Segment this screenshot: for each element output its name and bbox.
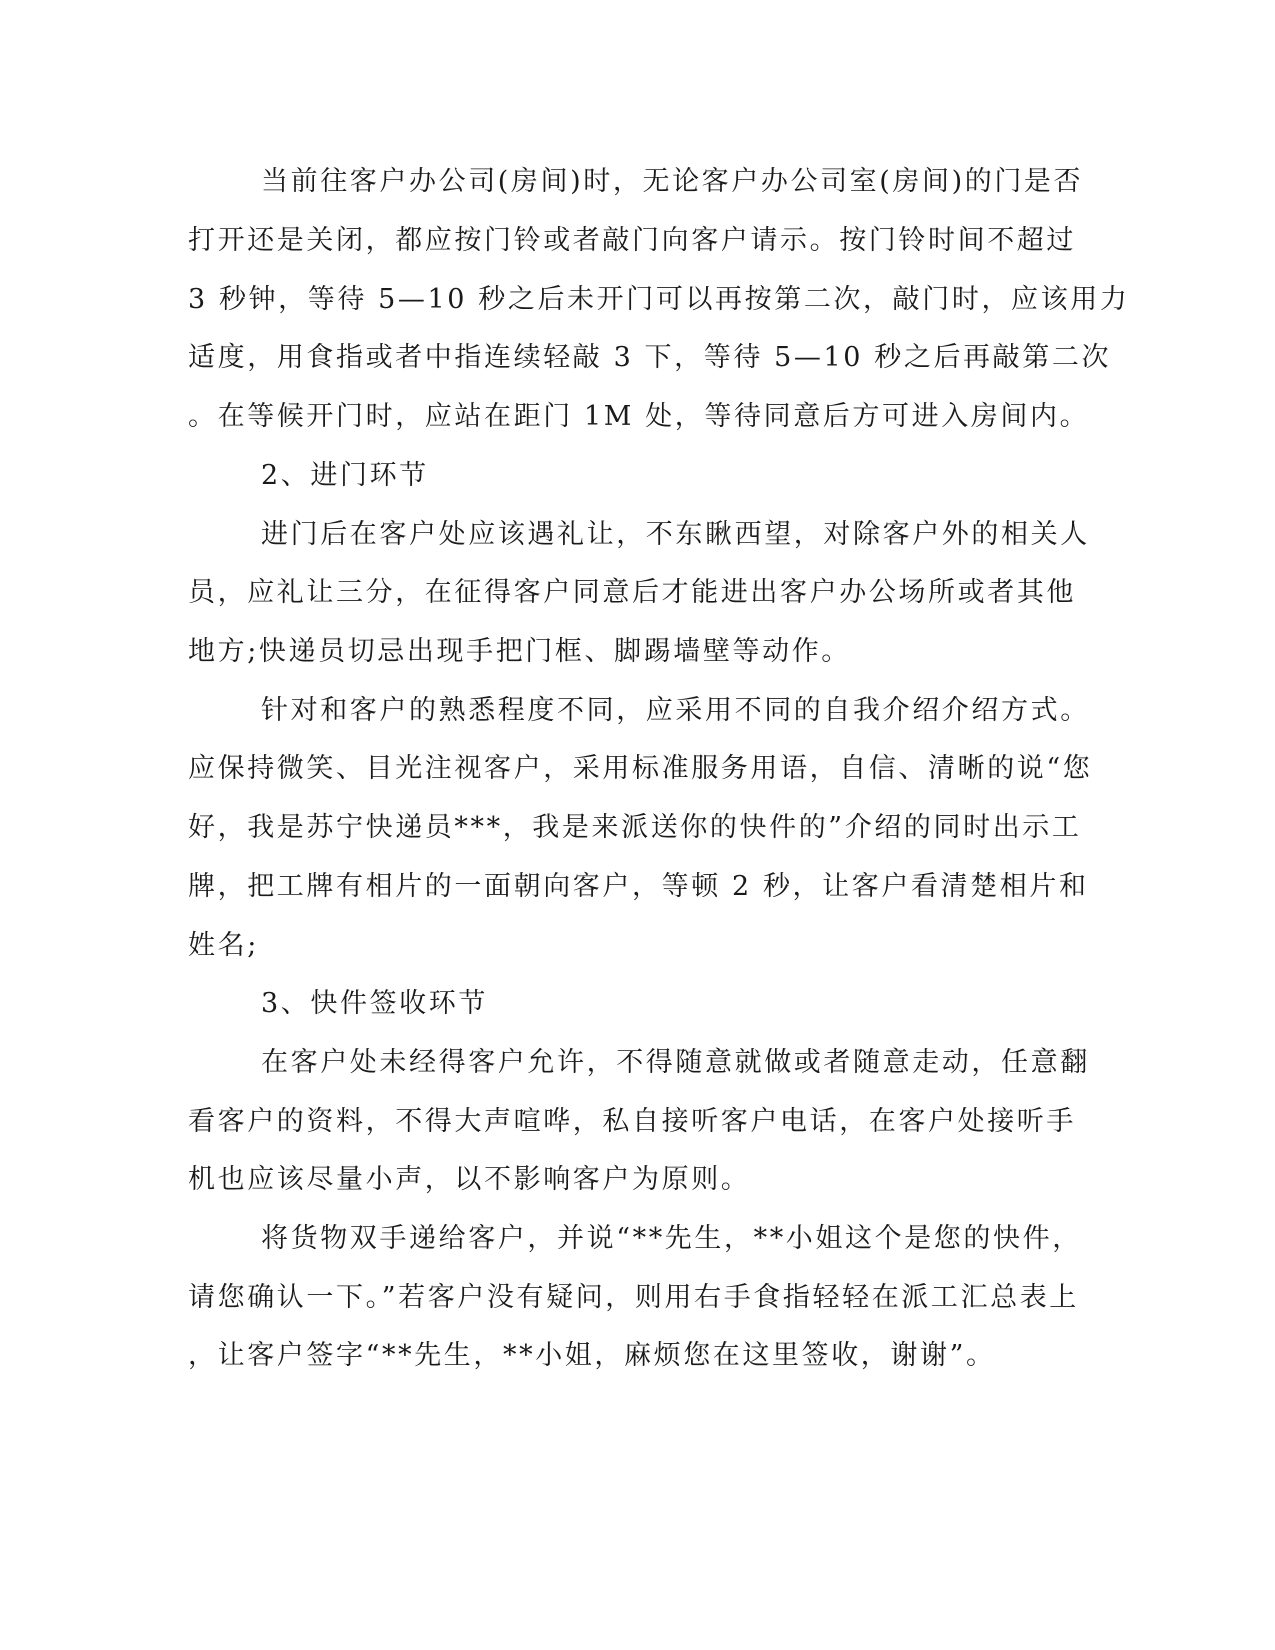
paragraph-line: 。在等候开门时，应站在距门 1M 处，等待同意后方可进入房间内。	[188, 401, 1090, 432]
paragraph-line: 当前往客户办公司(房间)时，无论客户办公司室(房间)的门是否	[261, 166, 1084, 197]
paragraph-line: 姓名;	[188, 930, 259, 961]
section-heading: 3、快件签收环节	[261, 988, 488, 1019]
paragraph-line: 将货物双手递给客户，并说“**先生，**小姐这个是您的快件，	[261, 1223, 1082, 1254]
paragraph-line: 在客户处未经得客户允许，不得随意就做或者随意走动，任意翻	[261, 1047, 1090, 1078]
paragraph-line: 员，应礼让三分，在征得客户同意后才能进出客户办公场所或者其他	[188, 577, 1076, 608]
paragraph-line: 打开还是关闭，都应按门铃或者敲门向客户请示。按门铃时间不超过	[188, 225, 1076, 256]
paragraph-line: 好，我是苏宁快递员***，我是来派送你的快件的”介绍的同时出示工	[188, 812, 1082, 843]
paragraph-line: 牌，把工牌有相片的一面朝向客户，等顿 2 秒，让客户看清楚相片和	[188, 871, 1089, 902]
paragraph-line: 进门后在客户处应该遇礼让，不东瞅西望，对除客户外的相关人	[261, 519, 1090, 550]
section-heading: 2、进门环节	[261, 460, 429, 491]
paragraph-line: 地方;快递员切忌出现手把门框、脚踢墙壁等动作。	[188, 636, 851, 667]
paragraph-line: 针对和客户的熟悉程度不同，应采用不同的自我介绍介绍方式。	[261, 695, 1090, 726]
paragraph-line: 看客户的资料，不得大声喧哗，私自接听客户电话，在客户处接听手	[188, 1106, 1076, 1137]
paragraph-line: 3 秒钟，等待 5—10 秒之后未开门可以再按第二次，敲门时，应该用力	[188, 284, 1130, 315]
paragraph-line: 机也应该尽量小声，以不影响客户为原则。	[188, 1164, 751, 1195]
paragraph-line: 应保持微笑、目光注视客户，采用标准服务用语，自信、清晰的说“您	[188, 753, 1093, 784]
paragraph-line: 适度，用食指或者中指连续轻敲 3 下，等待 5—10 秒之后再敲第二次	[188, 342, 1112, 373]
paragraph-line: 请您确认一下。”若客户没有疑问，则用右手食指轻轻在派工汇总表上	[188, 1282, 1079, 1313]
paragraph-line: ，让客户签字“**先生，**小姐，麻烦您在这里签收，谢谢”。	[188, 1340, 996, 1371]
